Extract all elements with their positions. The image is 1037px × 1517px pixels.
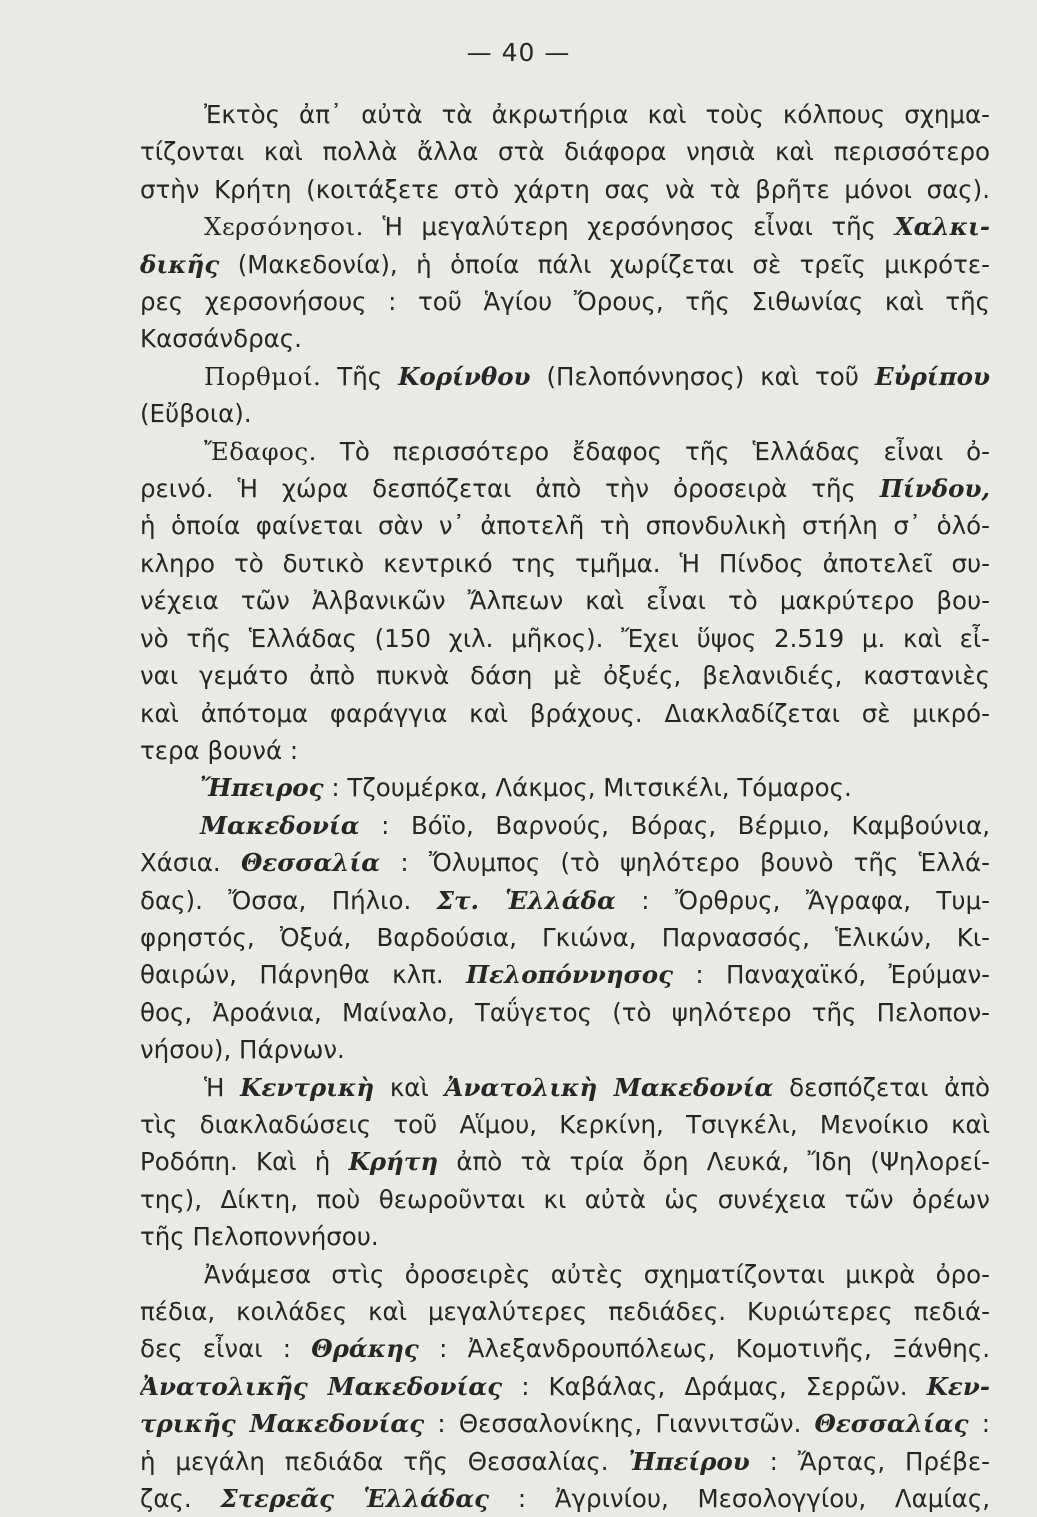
text-line: [140, 395, 990, 432]
emphasized-term: Ἀνατολικῆς Μακεδονίας: [140, 1371, 503, 1401]
text-line: [140, 358, 990, 395]
text-line: [140, 1480, 990, 1517]
text-line: [140, 882, 990, 919]
page-number: — 40 —: [466, 38, 571, 67]
text-run: (Πελοπόννησος) καὶ τοῦ: [530, 361, 875, 391]
text-run: Ἐκτὸς ἀπ᾽ αὐτὰ τὰ ἀκρωτήρια καὶ τοὺς κόλπους σχημα-: [204, 100, 990, 129]
emphasized-term: Πίνδου,: [879, 474, 990, 504]
emphasized-term: Μακεδονία: [200, 810, 360, 840]
body-text: [140, 96, 990, 1517]
text-run: στὴν Κρήτη (κοιτάξετε στὸ χάρτη σας νὰ τὰ βρῆτε μόνοι σας).: [140, 174, 990, 204]
emphasized-term: Ἀνατολικὴ Μακεδονία: [444, 1072, 774, 1102]
text-run: Ἡ μεγαλύτερη χερσόνησος εἶναι τῆς: [363, 212, 895, 242]
text-line: [140, 545, 990, 582]
emphasized-term: Στ. Ἑλλάδα: [436, 885, 616, 915]
emphasized-term: δικῆς: [140, 249, 220, 279]
text-run: Τῆς: [321, 361, 399, 391]
text-run: Ἀνάμεσα στὶς ὀροσειρὲς αὐτὲς σχηματίζονται μικρὰ ὀρο-: [204, 1259, 990, 1289]
text-run: Χάσια.: [140, 848, 241, 878]
text-line: [140, 1293, 990, 1330]
text-run: Ροδόπη. Καὶ ἡ: [140, 1147, 349, 1177]
text-run: ρεινό. Ἡ χώρα δεσπόζεται ἀπὸ τὴν ὀροσειρὰ τῆς: [140, 474, 880, 504]
text-line: [140, 133, 990, 170]
text-line: [140, 1069, 990, 1106]
text-run: : Ἀλεξανδρουπόλεως, Κομοτινῆς, Ξάνθης.: [418, 1334, 990, 1364]
text-run: τίζονται καὶ πολλὰ ἄλλα στὰ διάφορα νησιὰ καὶ περισσότερο: [140, 137, 990, 167]
text-run: της), Δίκτη, ποὺ θεωροῦνται κι αὐτὰ ὡς συνέχεια τῶν ὀρέων: [140, 1184, 990, 1214]
text-line: [140, 732, 990, 769]
text-run: θος, Ἀροάνια, Μαίναλο, Ταΰγετος (τὸ ψηλότερο τῆς Πελοπον-: [140, 997, 990, 1027]
text-run: φρηστός, Ὀξυά, Βαρδούσια, Γκιώνα, Παρνασσός, Ἑλικών, Κι-: [140, 922, 990, 952]
text-line: [140, 695, 990, 732]
text-line: [140, 1443, 990, 1480]
text-line: [140, 283, 990, 320]
text-line: [140, 1405, 990, 1442]
text-line: [140, 1106, 990, 1143]
emphasized-term: Ἤπειρος: [200, 773, 324, 803]
text-run: : Ἄρτας, Πρέβε-: [749, 1446, 990, 1476]
text-run: καὶ ἀπότομα φαράγγια καὶ βράχους. Διακλαδίζεται σὲ μικρό-: [140, 698, 990, 728]
text-run: : Βόϊο, Βαρνούς, Βόρας, Βέρμιο, Καμβούνια,: [359, 810, 990, 840]
emphasized-term: Κεντρικὴ: [240, 1072, 375, 1102]
text-line: [140, 470, 990, 507]
emphasized-term: Θεσσαλία: [240, 848, 381, 878]
text-run: ἡ ὁποία φαίνεται σὰν ν᾽ ἀποτελῆ τὴ σπονδυλικὴ στήλη σ᾽ ὁλό-: [140, 511, 990, 541]
text-run: δεσπόζεται ἀπὸ: [773, 1072, 990, 1102]
text-line: [140, 1330, 990, 1367]
text-line: [140, 507, 990, 544]
text-line: [140, 919, 990, 956]
text-line: [140, 844, 990, 881]
emphasized-term: Στερεᾶς Ἑλλάδας: [220, 1484, 490, 1514]
text-run: νὸ τῆς Ἑλλάδας (150 χιλ. μῆκος). Ἔχει ὕψος 2.519 μ. καὶ εἶ-: [140, 623, 990, 653]
text-run: ρες χερσονήσους : τοῦ Ἁγίου Ὄρους, τῆς Σιθωνίας καὶ τῆς: [140, 287, 990, 317]
text-line: [140, 994, 990, 1031]
emphasized-term: Πελοπόννησος: [466, 960, 674, 990]
text-run: ἡ μεγάλη πεδιάδα τῆς Θεσσαλίας.: [140, 1446, 629, 1476]
text-run: ναι γεμάτο ἀπὸ πυκνὰ δάση μὲ ὀξυές, βελανιδιές, καστανιὲς: [140, 661, 990, 691]
emphasized-term: Κρήτη: [348, 1147, 439, 1177]
text-run: Ἡ: [204, 1072, 241, 1102]
text-run: νέχεια τῶν Ἀλβανικῶν Ἄλπεων καὶ εἶναι τὸ μακρύτερο βου-: [140, 586, 990, 616]
emphasized-term: Κορίνθου: [398, 361, 531, 391]
section-heading: Χερσόνησοι.: [204, 212, 364, 242]
text-line: [140, 320, 990, 357]
text-line: [140, 1031, 990, 1068]
text-run: τὶς διακλαδώσεις τοῦ Αἵμου, Κερκίνη, Τσιγκέλι, Μενοίκιο καὶ: [140, 1109, 990, 1139]
emphasized-term: Θεσσαλίας: [814, 1409, 969, 1439]
emphasized-term: τρικῆς Μακεδονίας: [140, 1409, 425, 1439]
text-run: νήσου), Πάρνων.: [140, 1035, 345, 1065]
text-line: [140, 769, 990, 806]
text-run: καὶ: [374, 1072, 445, 1102]
text-run: : Θεσσαλονίκης, Γιαννιτσῶν.: [424, 1409, 815, 1439]
text-run: Τὸ περισσότερο ἔδαφος τῆς Ἑλλάδας εἶναι ὀ-: [316, 436, 990, 466]
text-line: [140, 1181, 990, 1218]
text-run: : Τζουμέρκα, Λάκμος, Μιτσικέλι, Τόμαρος.: [323, 773, 852, 803]
text-line: [140, 1368, 990, 1405]
text-line: [140, 96, 990, 133]
text-line: [140, 246, 990, 283]
section-heading: Πορθμοί.: [204, 361, 322, 391]
emphasized-term: Θράκης: [311, 1334, 419, 1364]
text-run: πέδια, κοιλάδες καὶ μεγαλύτερες πεδιάδες. Κυριώτερες πεδιά-: [140, 1297, 990, 1326]
text-run: : Ὄλυμπος (τὸ ψηλότερο βουνὸ τῆς Ἑλλά-: [380, 848, 990, 878]
text-run: ἀπὸ τὰ τρία ὄρη Λευκά, Ἴδη (Ψηλορεί-: [438, 1147, 990, 1177]
text-run: :: [968, 1409, 990, 1439]
text-run: : Ἀγρινίου, Μεσολογγίου, Λαμίας,: [489, 1484, 990, 1514]
emphasized-term: Εὐρίπου: [874, 361, 990, 391]
emphasized-term: Χαλκι-: [894, 212, 990, 242]
text-run: δες εἶναι :: [140, 1334, 312, 1364]
text-run: ζας.: [140, 1484, 221, 1514]
text-run: τερα βουνά :: [140, 735, 299, 765]
section-heading: Ἔδαφος.: [204, 436, 317, 466]
text-run: : Ὄρθρυς, Ἄγραφα, Τυμ-: [615, 885, 990, 915]
text-line: [140, 171, 990, 208]
text-line: [140, 1256, 990, 1293]
text-run: : Παναχαϊκό, Ἐρύμαν-: [673, 960, 990, 990]
text-line: [140, 582, 990, 619]
text-line: [140, 208, 990, 245]
text-line: [140, 1143, 990, 1180]
text-run: θαιρών, Πάρνηθα κλπ.: [140, 960, 467, 990]
text-run: (Μακεδονία), ἡ ὁποία πάλι χωρίζεται σὲ τρεῖς μικρότε-: [219, 249, 990, 279]
text-line: [140, 956, 990, 993]
text-run: δας). Ὄσσα, Πήλιο.: [140, 885, 437, 915]
text-run: κληρο τὸ δυτικὸ κεντρικό της τμῆμα. Ἡ Πίνδος ἀποτελεῖ συ-: [140, 548, 990, 578]
text-line: [140, 1218, 990, 1255]
text-run: Κασσάνδρας.: [140, 324, 302, 354]
emphasized-term: Κεν-: [926, 1371, 990, 1401]
text-run: : Καβάλας, Δράμας, Σερρῶν.: [502, 1371, 927, 1401]
text-run: τῆς Πελοποννήσου.: [140, 1222, 379, 1252]
text-line: [140, 620, 990, 657]
text-line: [140, 807, 990, 844]
text-run: (Εὔβοια).: [140, 399, 252, 429]
text-line: [140, 657, 990, 694]
emphasized-term: Ἠπείρου: [628, 1446, 750, 1476]
text-line: [140, 433, 990, 470]
